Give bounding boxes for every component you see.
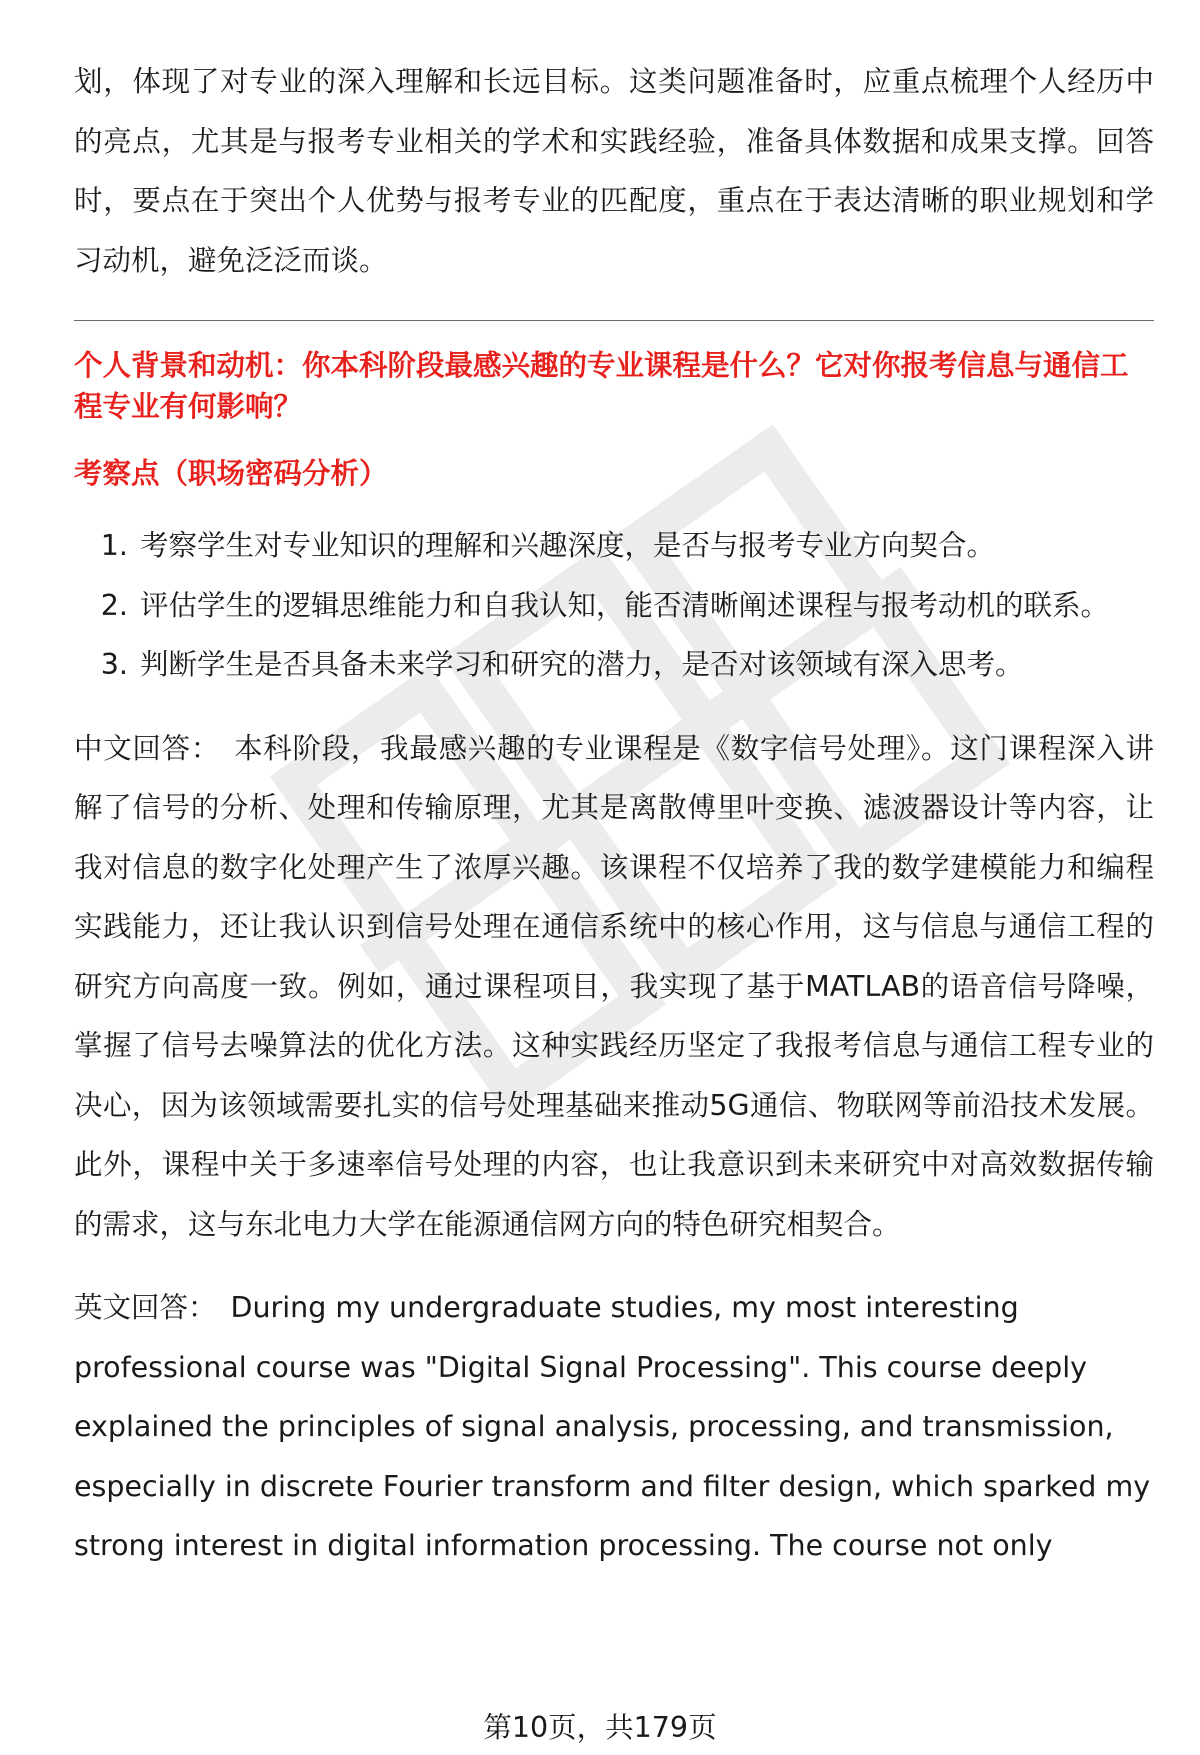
page-number-footer: 第10页，共179页 [483,1711,717,1744]
exam-points-title: 考察点（职场密码分析） [74,457,388,490]
list-item [74,576,1154,636]
list-item-number: 3. [100,648,128,681]
english-answer-text: During my undergraduate studies, my most interesting professional course was "Digital Signal Processing". This course deeply explained the principles of signal analysis, processing, and transmission, especially in discrete Fourier transform and filter design, which sparked my strong interest in digital information processing. The course not only [74,1291,1151,1562]
intro-paragraph: 划，体现了对专业的深入理解和长远目标。这类问题准备时，应重点梳理个人经历中的亮点，尤其是与报考专业相关的学术和实践经验，准备具体数据和成果支撑。回答时，要点在于突出个人优势与报考专业的匹配度，重点在于表达清晰的职业规划和学习动机，避免泛泛而谈。 [74,65,1154,277]
list-item-text: 评估学生的逻辑思维能力和自我认知，能否清晰阐述课程与报考动机的联系。 [140,588,1110,622]
english-answer [74,1278,1154,1576]
chinese-answer-paragraph [74,719,1154,1255]
chinese-answer [74,719,1154,1255]
list-item-text: 判断学生是否具备未来学习和研究的潜力，是否对该领域有深入思考。 [140,648,1024,681]
chinese-answer-text: 本科阶段，我最感兴趣的专业课程是《数字信号处理》。这门课程深入讲解了信号的分析、处理和传输原理，尤其是离散傅里叶变换、滤波器设计等内容，让我对信息的数字化处理产生了浓厚兴趣。该课程不仅培养了我的数学建模能力和编程实践能力，还让我认识到信号处理在通信系统中的核心作用，这与信息与通信工程的研究方向高度一致。例如，通过课程项目，我实现了基于MATLAB的语音信号降噪，掌握了信号去噪算法的优化方法。这种实践经历坚定了我报考信息与通信工程专业的决心，因为该领域需要扎实的信号处理基础来推动5G通信、物联网等前沿技术发展。此外，课程中关于多速率信号处理的内容，也让我意识到未来研究中对高效数据传输的需求，这与东北电力大学在能源通信网方向的特色研究相契合。 [74,731,1154,1241]
list-item-text: 考察学生对专业知识的理解和兴趣深度，是否与报考专业方向契合。 [140,529,996,562]
list-item [74,516,1154,576]
list-item [74,635,1154,695]
question-heading: 个人背景和动机：你本科阶段最感兴趣的专业课程是什么？它对你报考信息与通信工程专业有何影响？ [74,349,1129,423]
english-answer-label: 英文回答： [74,1291,217,1324]
english-answer-paragraph [74,1278,1154,1576]
document-page [74,52,1154,1576]
list-item-number: 2. [100,588,128,622]
list-item-number: 1. [100,529,128,562]
section-divider [74,320,1154,321]
exam-points-list [74,516,1154,695]
chinese-answer-label: 中文回答： [74,731,221,765]
